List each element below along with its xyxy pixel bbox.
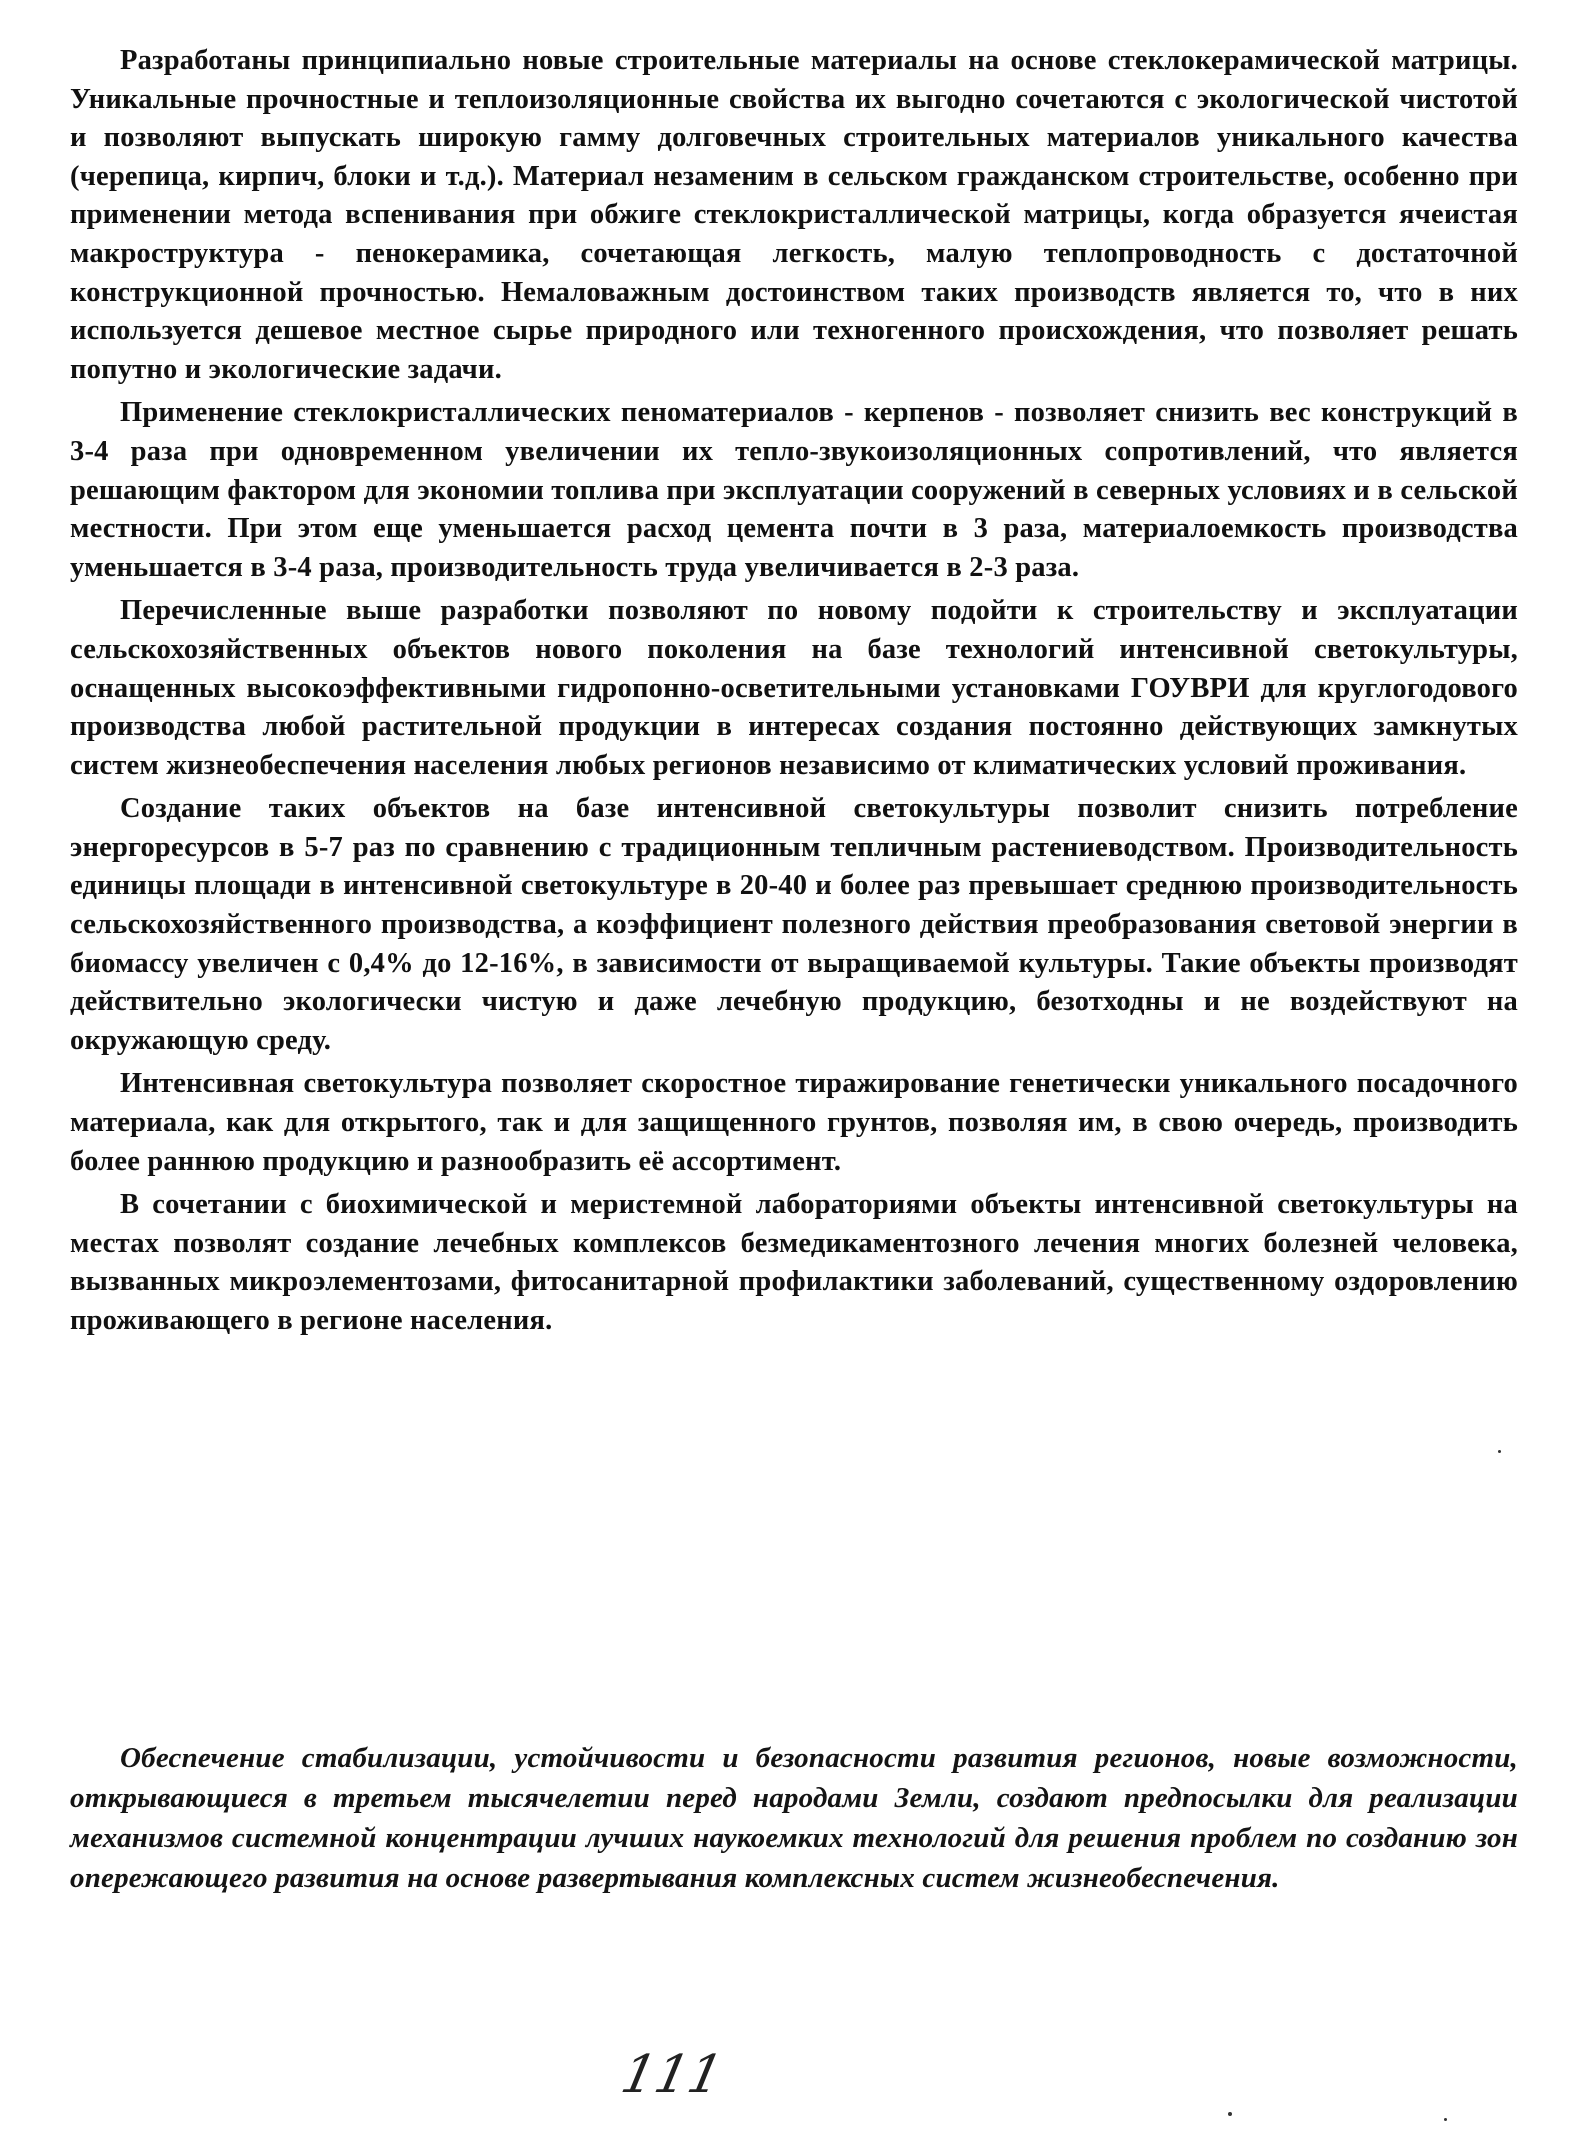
body-text	[70, 42, 1518, 1346]
conclusion-italic: Обеспечение стабилизации, устойчивости и безопасности развития регионов, новые возможности, открывающиеся в третьем тысячелетии перед народами Земли, создают предпосылки для реализации механизмов системной концентрации лучших наукоемких технологий для решения проблем по созданию зон опережающего развития на основе развертывания комплексных систем жизнеобеспечения.	[70, 1742, 1518, 1894]
paragraph-energy-savings: Создание таких объектов на базе интенсивной светокультуры позволит снизить потребление энергоресурсов в 5-7 раз по сравнению с традиционным тепличным растениеводством. Производительность единицы площади в интенсивной светокультуре в 20-40 и более раз превышает среднюю производительность сельскохозяйственного производства, а коэффициент полезного действия преобразования световой энергии в биомассу увеличен с 0,4% до 12-16%, в зависимости от выращиваемой культуры. Такие объекты производят действительно экологически чистую и даже лечебную продукцию, безотходны и не воздействуют на окружающую среду.	[70, 793, 1518, 1056]
page-number: 111	[615, 2045, 729, 2105]
paragraph-planting-material: Интенсивная светокультура позволяет скоростное тиражирование генетически уникального посадочного материала, как для открытого, так и для защищенного грунтов, позволяя им, в свою очередь, производить более раннюю продукцию и разнообразить её ассортимент.	[70, 1068, 1518, 1177]
scan-speck	[1498, 1450, 1501, 1453]
paragraph-materials: Разработаны принципиально новые строительные материалы на основе стеклокерамической матрицы. Уникальные прочностные и теплоизоляционные свойства их выгодно сочетаются с экологической чистотой и позволяют выпускать широкую гамму долговечных строительных материалов уникального качества (черепица, кирпич, блоки и т.д.). Материал незаменим в сельском гражданском строительстве, особенно при применении метода вспенивания при обжиге стеклокристаллической матрицы, когда образуется ячеистая макроструктура - пенокерамика, сочетающая легкость, малую теплопроводность с достаточной конструкционной прочностью. Немаловажным достоинством таких производств является то, что в них используется дешевое местное сырье природного или техногенного происхождения, что позволяет решать попутно и экологические задачи.	[70, 45, 1518, 385]
scan-speck	[1444, 2118, 1447, 2121]
paragraph-agricultural-objects: Перечисленные выше разработки позволяют по новому подойти к строительству и эксплуатации сельскохозяйственных объектов нового поколения на базе технологий интенсивной светокультуры, оснащенных высокоэффективными гидропонно-осветительными установками ГОУВРИ для круглогодового производства любой растительной продукции в интересах создания постоянно действующих замкнутых систем жизнеобеспечения населения любых регионов независимо от климатических условий проживания.	[70, 595, 1518, 781]
paragraph-medical-complexes: В сочетании с биохимической и меристемной лабораториями объекты интенсивной светокультуры на местах позволят создание лечебных комплексов безмедикаментозного лечения многих болезней человека, вызванных микроэлементозами, фитосанитарной профилактики заболеваний, существенному оздоровлению проживающего в регионе населения.	[70, 1189, 1518, 1336]
scan-speck	[1228, 2112, 1232, 2116]
paragraph-kerpeny: Применение стеклокристаллических пеноматериалов - керпенов - позволяет снизить вес конструкций в 3-4 раза при одновременном увеличении их тепло-звукоизоляционных сопротивлений, что является решающим фактором для экономии топлива при эксплуатации сооружений в северных условиях и в сельской местности. При этом еще уменьшается расход цемента почти в 3 раза, материалоемкость производства уменьшается в 3-4 раза, производительность труда увеличивается в 2-3 раза.	[70, 397, 1518, 583]
